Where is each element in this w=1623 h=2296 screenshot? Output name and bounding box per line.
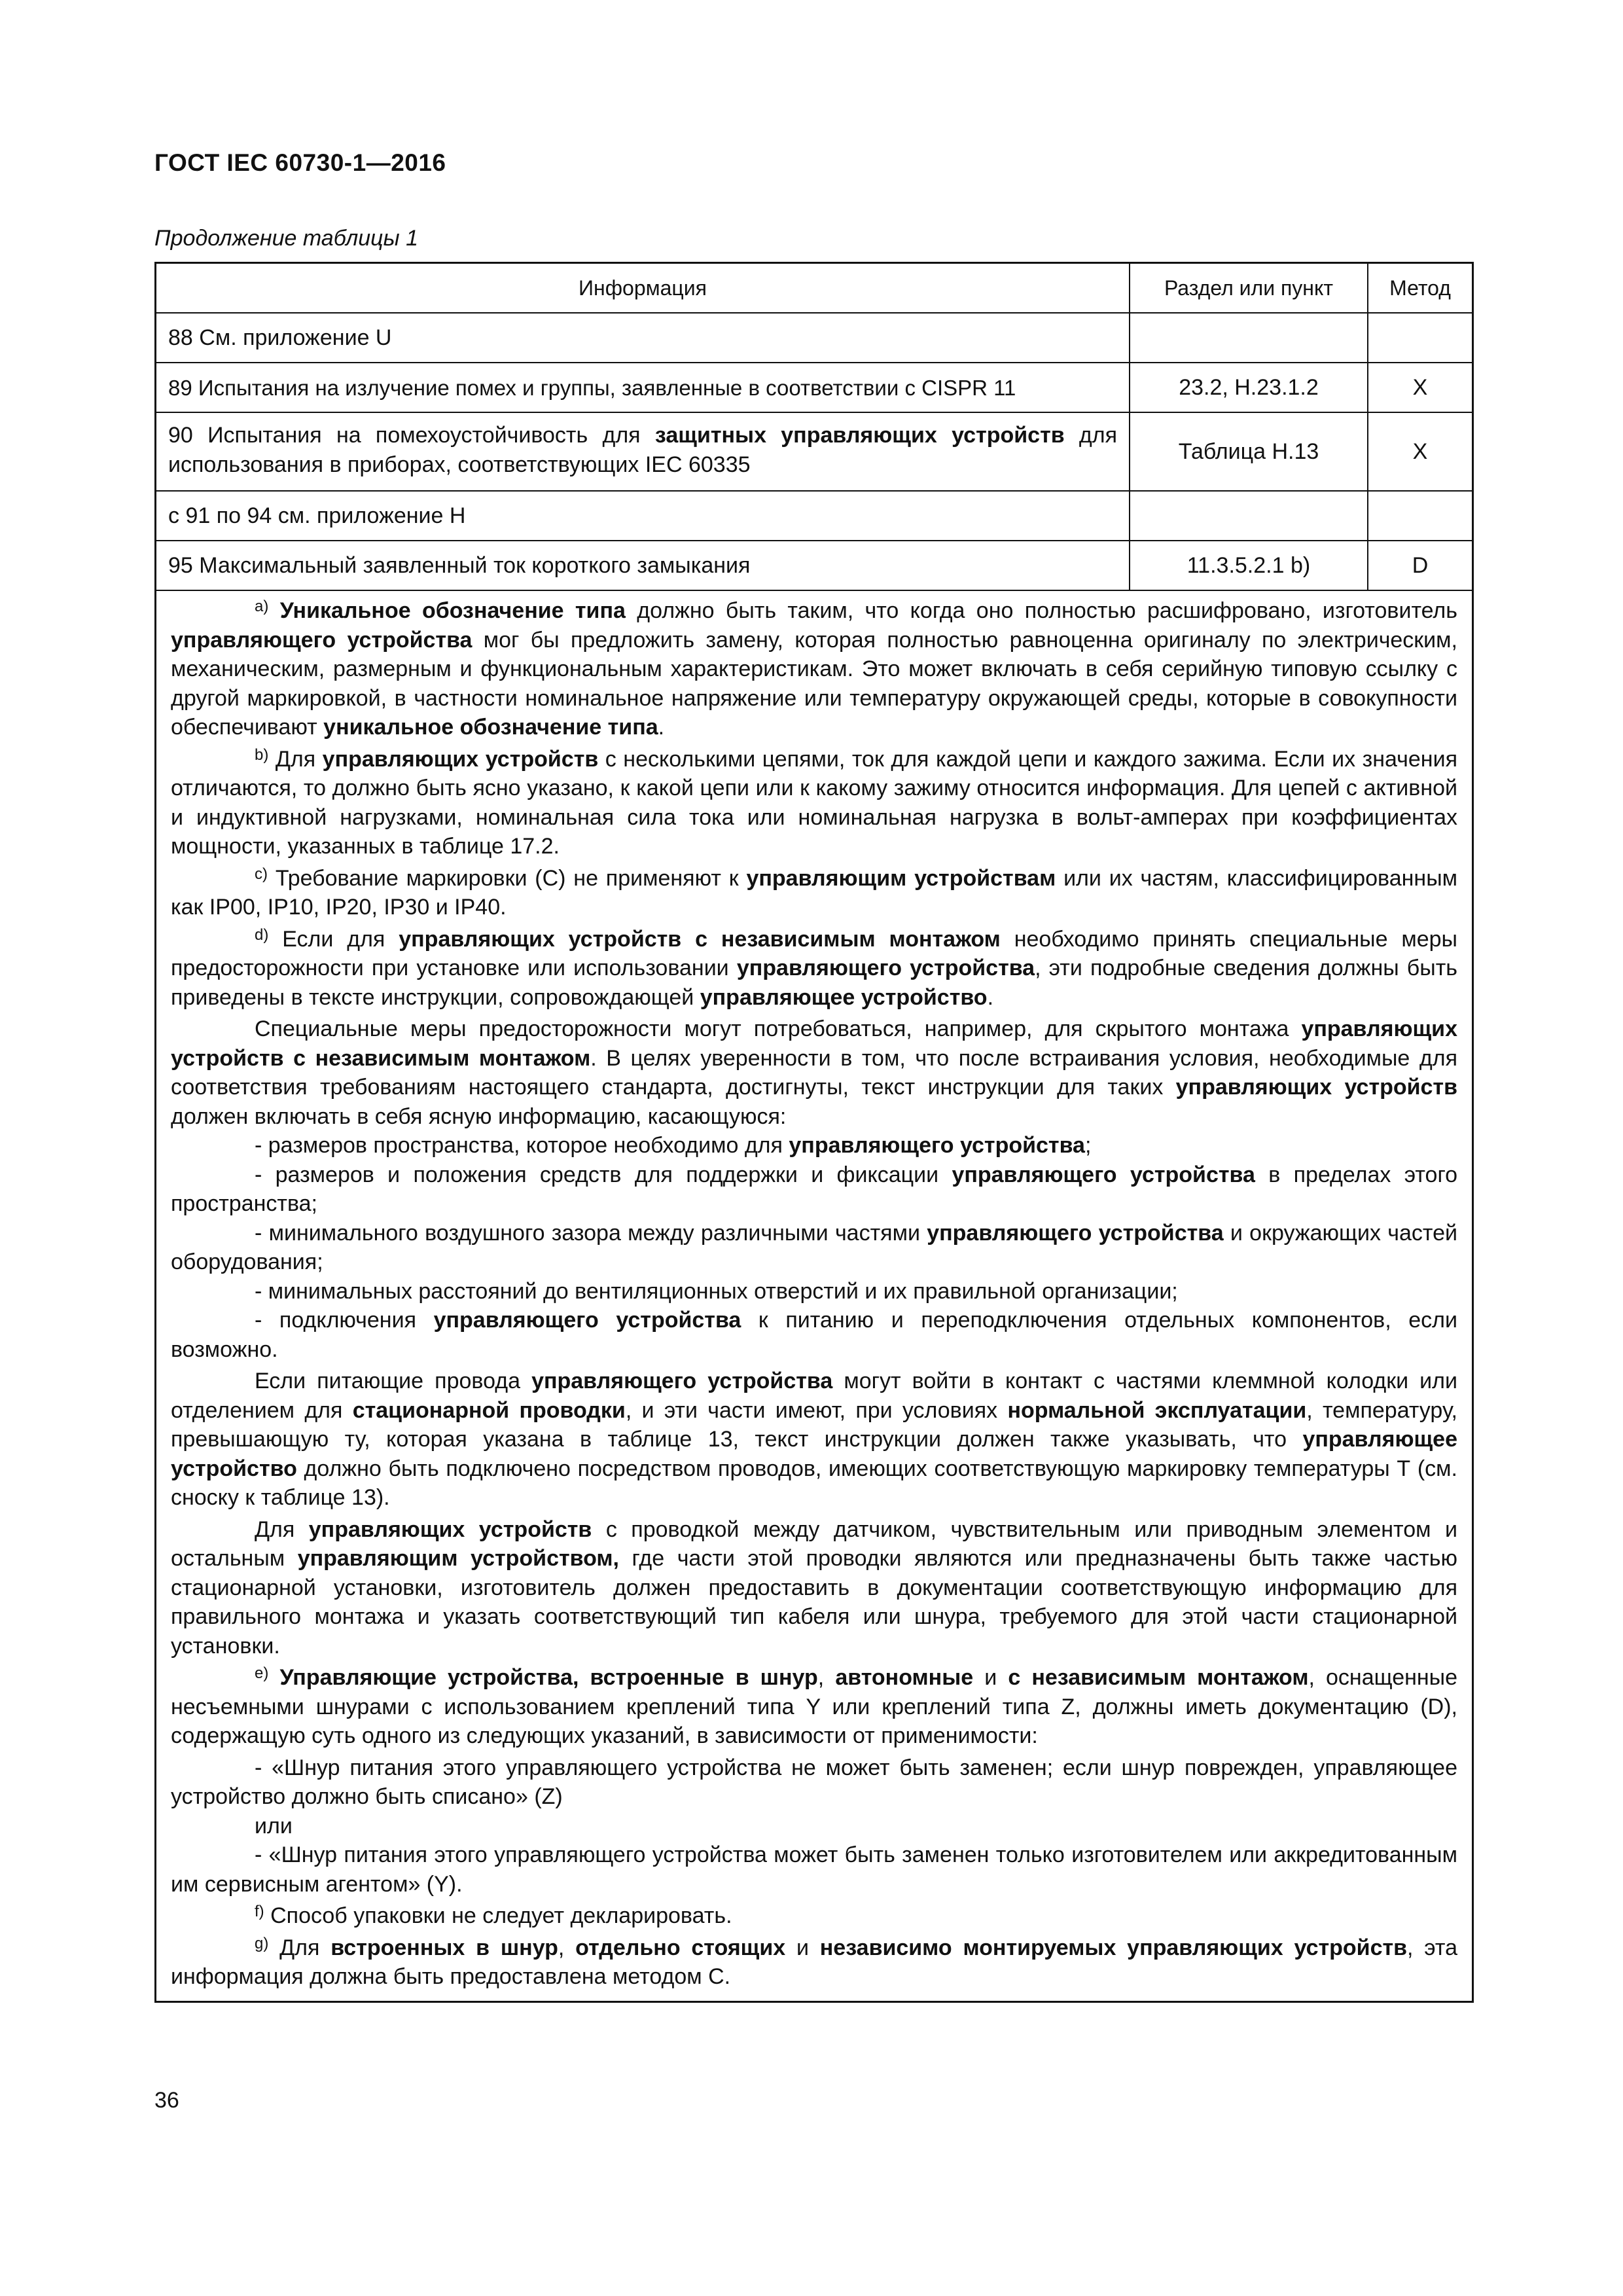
table-row	[156, 363, 1472, 413]
footnote-d-paragraph-4	[171, 1515, 1457, 1661]
term: управляющих устройств с независимым монтажом	[171, 1016, 1457, 1071]
table-continuation-caption: Продолжение таблицы 1	[154, 226, 418, 251]
list-item: - минимальных расстояний до вентиляционных отверстий и их правильной организации;	[255, 1278, 1178, 1304]
info-table	[154, 262, 1474, 2003]
text: ,	[817, 1665, 836, 1690]
row-method: D	[1412, 552, 1429, 578]
text: где части этой проводки являются или предназначены быть также частью стационарной установки, изготовитель должен предоставить в документации соответствующую информацию для правильного монтажа и указать соответствующий тип кабеля или шнура, требуемого для этой части стационарной установки.	[171, 1546, 1457, 1659]
term: управляющее устройство	[171, 1427, 1457, 1481]
row-info: с 91 по 94 см. приложение H	[156, 492, 1130, 540]
text: - минимального воздушного зазора между различными частями	[255, 1220, 927, 1246]
text: - размеров пространства, которое необходимо для	[255, 1133, 789, 1158]
term: Управляющие устройства, встроенные в шнур	[279, 1665, 818, 1690]
text: .	[658, 715, 665, 740]
footnote-mark: e)	[255, 1664, 269, 1682]
term: уникальное обозначение типа	[323, 715, 658, 740]
row-method	[1368, 492, 1472, 540]
term: нормальной эксплуатации	[1007, 1397, 1307, 1423]
text: , оснащенные несъемными шнурами с использованием креплений типа Y или креплений типа Z, должны иметь документацию (D), содержащую суть одного из следующих указаний, в зависимости от применимости:	[171, 1665, 1458, 1748]
document-title: ГОСТ IEC 60730-1—2016	[154, 149, 446, 176]
list-item: - «Шнур питания этого управляющего устройства может быть заменен только изготовителем или аккредитованным им сервисным агентом» (Y).	[171, 1842, 1457, 1897]
text: Если питающие провода	[255, 1369, 532, 1393]
list-item-or: или	[255, 1813, 293, 1839]
term: автономные	[835, 1665, 974, 1690]
text: могут войти в контакт с частями клеммной колодки или отделением для	[171, 1369, 1457, 1423]
text: должно быть подключено посредством проводов, имеющих соответствующую маркировку температуры Т (см. сноску к таблице 13).	[171, 1456, 1457, 1510]
footnote-mark: g)	[255, 1934, 269, 1952]
table-row	[156, 314, 1472, 363]
text: в пределах этого пространства;	[171, 1162, 1458, 1216]
footnote-mark: f)	[255, 1903, 264, 1920]
footnote-e	[171, 1663, 1457, 1751]
term: Уникальное обозначение типа	[279, 598, 626, 623]
footnote-mark: a)	[255, 598, 269, 615]
row-section: Таблица H.13	[1130, 413, 1368, 490]
row-method: X	[1412, 439, 1428, 464]
table-header-row	[156, 264, 1472, 314]
column-header-section: Раздел или пункт	[1130, 264, 1368, 312]
footnote-mark: c)	[255, 865, 268, 883]
term: управляющего устройства	[789, 1133, 1085, 1158]
text: и	[973, 1665, 1008, 1690]
footnote-f	[171, 1901, 1457, 1931]
text: необходимо принять специальные меры предосторожности при установке или использовании	[171, 926, 1457, 980]
term: управляющим устройством,	[297, 1546, 620, 1571]
row-info: 88 См. приложение U	[156, 314, 1130, 362]
term: управляющим устройствам	[746, 865, 1056, 891]
text: , эта информация должна быть предоставлена методом С.	[171, 1935, 1457, 1989]
footnote-d	[171, 925, 1457, 1013]
footnote-d-paragraph-2	[171, 1014, 1457, 1131]
text: и	[785, 1935, 820, 1960]
text: . В целях уверенности в том, что после встраивания условия, необходимые для соответствия требованиям настоящего стандарта, достигнуты, текст инструкции для таких	[171, 1045, 1457, 1100]
list-item: - «Шнур питания этого управляющего устройства не может быть заменен; если шнур поврежден, управляющее устройство должно быть списано» (Z)	[171, 1755, 1457, 1809]
list-item	[171, 1160, 1457, 1219]
footnote-d-paragraph-3	[171, 1367, 1457, 1513]
row-info-term: защитных управляющих устройств	[654, 423, 1065, 448]
term: управляющих устройств	[322, 746, 599, 772]
row-info-suffix: для использования в приборах, соответствующих IEC 60335	[168, 423, 1117, 477]
footnote-mark: b)	[255, 745, 269, 764]
term: управляющего устройства	[433, 1308, 741, 1333]
row-section: 23.2, H.23.1.2	[1130, 363, 1368, 412]
text: с несколькими цепями, ток для каждой цепи и каждого зажима. Если их значения отличаются, то должно быть ясно указано, к какой цепи или к какому зажиму относится информация. Для цепей с активной и индуктивной нагрузками, номинальная сила тока или номинальная нагрузка в вольт-амперах при коэффициентах мощности, указанных в таблице 17.2.	[171, 746, 1457, 859]
text: - размеров и положения средств для поддержки и фиксации	[255, 1162, 952, 1187]
term: стационарной проводки	[352, 1397, 626, 1423]
text: мог бы предложить замену, которая полностью равноценна оригиналу по электрическим, механическим, размерным и функциональным характеристикам. Это может включать в себя серийную типовую ссылку с другой маркировкой, в частности номинальное напряжение или температуру окружающей среды, которые в совокупности обеспечивают	[171, 627, 1457, 740]
text: Способ упаковки не следует декларировать.	[270, 1903, 732, 1928]
term: управляющего устройства	[927, 1220, 1224, 1246]
footnote-c	[171, 864, 1457, 922]
table-row	[156, 413, 1472, 492]
footnote-mark: d)	[255, 925, 269, 944]
text: Для	[275, 746, 323, 772]
row-info: 95 Максимальный заявленный ток короткого замыкания	[156, 541, 1130, 590]
table-row	[156, 541, 1472, 591]
text: Для	[279, 1935, 331, 1960]
list-item	[171, 1131, 1457, 1160]
text: или их частям, классифицированным как IP00, IP10, IP20, IP30 и IP40.	[171, 865, 1458, 920]
term: управляющего устройства	[736, 956, 1035, 980]
term: управляющих устройств с независимым монтажом	[399, 926, 1001, 952]
text: , эти подробные сведения должны быть приведены в тексте инструкции, сопровождающей	[171, 956, 1458, 1010]
text: к питанию и переподключения отдельных компонентов, если возможно.	[171, 1308, 1458, 1362]
term: управляющее устройство	[700, 984, 988, 1010]
text: Требование маркировки (С) не применяют к	[275, 865, 747, 891]
text: ;	[1084, 1133, 1092, 1158]
term: управляющего устройства	[952, 1162, 1255, 1187]
row-section: 11.3.5.2.1 b)	[1130, 541, 1368, 590]
footnote-g	[171, 1933, 1457, 1992]
term: с независимым монтажом	[1008, 1665, 1309, 1690]
page-number: 36	[154, 2088, 179, 2113]
text: - подключения	[255, 1308, 434, 1333]
column-header-info: Информация	[156, 264, 1130, 312]
text: должен включать в себя ясную информацию, касающуюся:	[171, 1103, 787, 1129]
text: ,	[558, 1935, 576, 1960]
footnote-a	[171, 596, 1457, 742]
row-section	[1130, 492, 1368, 540]
term: независимо монтируемых управляющих устройств	[819, 1935, 1408, 1960]
text: Специальные меры предосторожности могут потребоваться, например, для скрытого монтажа	[255, 1016, 1302, 1041]
table-row	[156, 492, 1472, 541]
text: с проводкой между датчиком, чувствительным или приводным элементом и остальным	[171, 1516, 1457, 1571]
term: управляющих устройств	[308, 1516, 592, 1542]
row-method	[1368, 314, 1472, 362]
term: встроенных в шнур	[330, 1935, 558, 1960]
row-info: 89 Испытания на излучение помех и группы, заявленные в соответствии с CISPR 11	[156, 363, 1130, 412]
list-item	[171, 1219, 1457, 1277]
row-info	[156, 413, 1130, 490]
footnote-b	[171, 745, 1457, 861]
text: .	[987, 984, 994, 1010]
column-header-method: Метод	[1389, 276, 1451, 300]
row-section	[1130, 314, 1368, 362]
table-footnotes	[156, 591, 1472, 2001]
list-item	[171, 1306, 1457, 1364]
text: , и эти части имеют, при условиях	[625, 1397, 1008, 1423]
text: Для	[255, 1516, 309, 1542]
text: , температуру, превышающую ту, которая указана в таблице 13, текст инструкции должен также указывать, что	[171, 1397, 1457, 1452]
text: должно быть таким, что когда оно полностью расшифровано, изготовитель	[625, 598, 1457, 623]
text: и окружающих частей оборудования;	[171, 1220, 1457, 1274]
term: управляющего устройства	[531, 1369, 833, 1393]
row-info-prefix: 90 Испытания на помехоустойчивость для	[168, 423, 655, 448]
term: отдельно стоящих	[575, 1935, 786, 1960]
term: управляющих устройств	[1175, 1075, 1457, 1100]
row-method: X	[1412, 374, 1428, 400]
term: управляющего устройства	[171, 627, 473, 653]
text: Если для	[282, 926, 399, 952]
